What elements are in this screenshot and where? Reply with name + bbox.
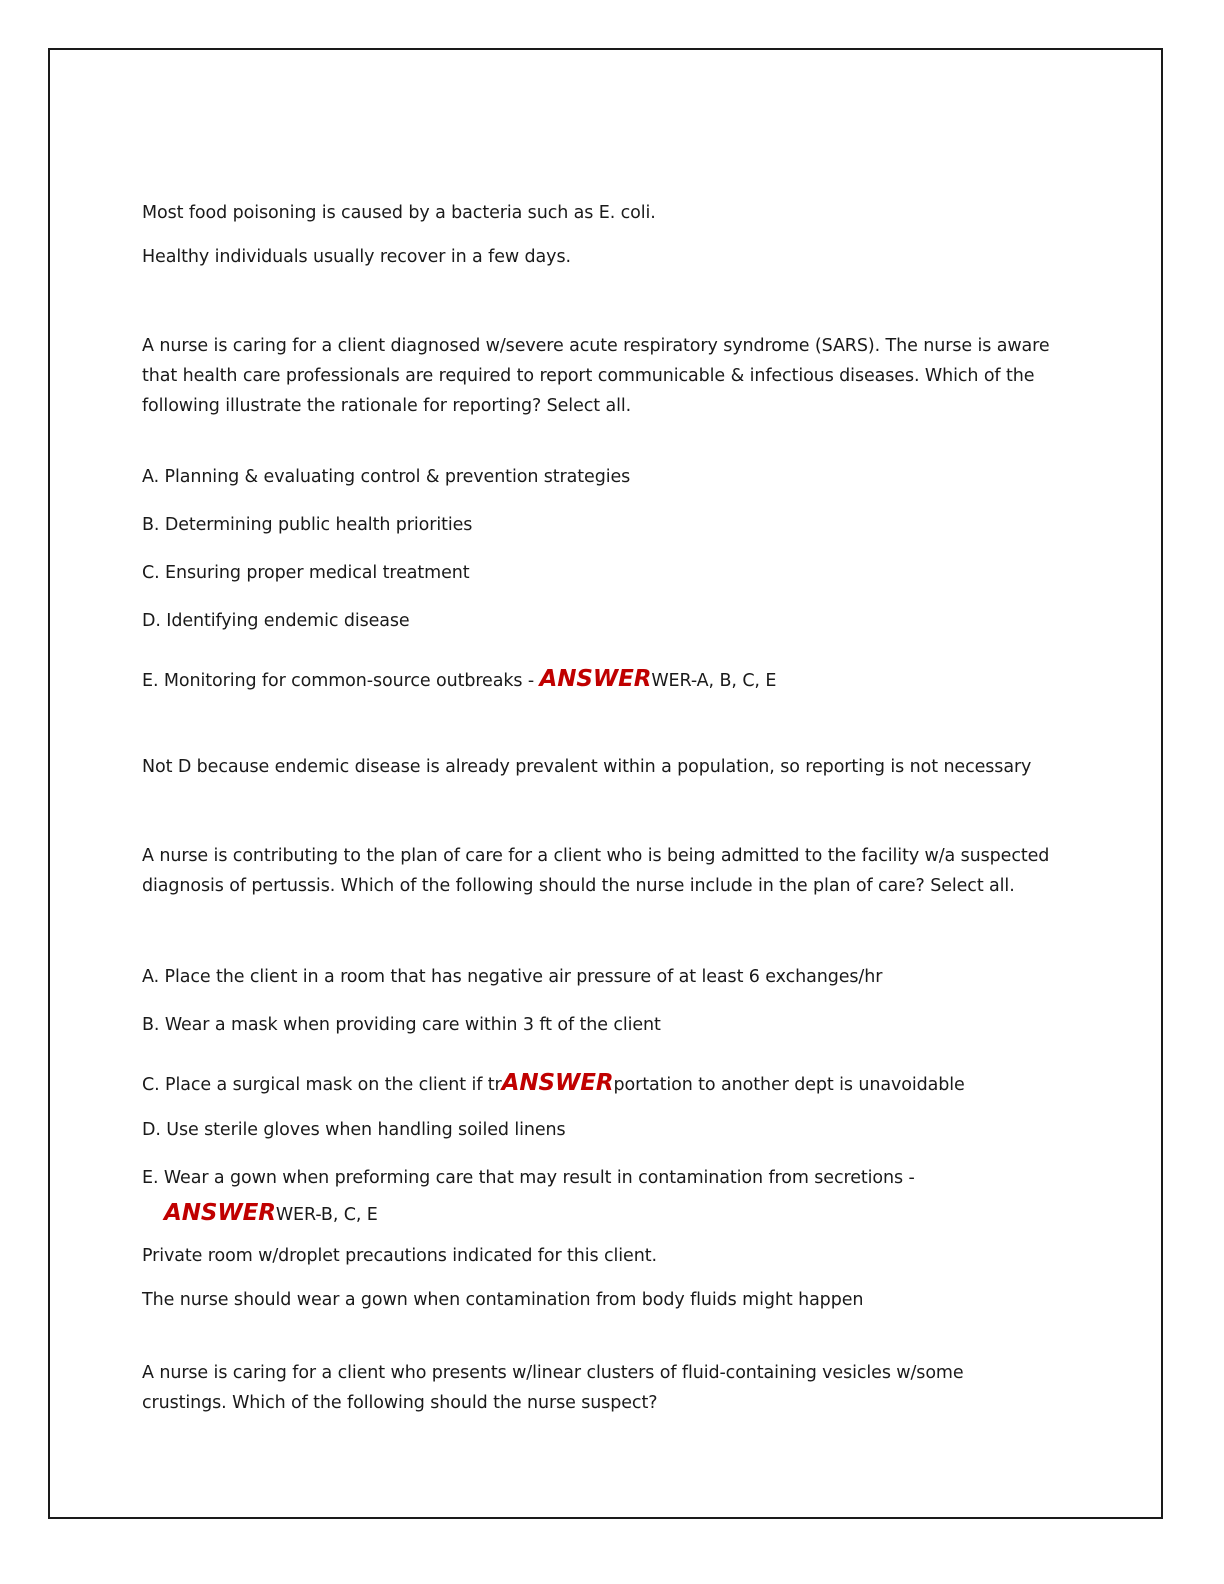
- q1-stem-line-3: following illustrate the rationale for reporting? Select all.: [142, 396, 632, 416]
- q2-answer: [164, 1198, 378, 1230]
- q2-option-e: E. Wear a gown when preforming care that may result in contamination from secretions -: [142, 1168, 915, 1188]
- q2-rationale-1: Private room w/droplet precautions indicated for this client.: [142, 1246, 657, 1266]
- q1-answer-value: WER-A, B, C, E: [651, 671, 777, 691]
- q2-answer-value: WER-B, C, E: [275, 1205, 378, 1225]
- q2-stem-line-2: diagnosis of pertussis. Which of the following should the nurse include in the plan of care? Select all.: [142, 876, 1015, 896]
- q1-answer-label: ANSWER: [539, 666, 652, 692]
- q2-option-c-answer-word: ANSWER: [501, 1070, 614, 1096]
- q2-rationale-2: The nurse should wear a gown when contamination from body fluids might happen: [142, 1290, 864, 1310]
- q2-option-c-post: portation to another dept is unavoidable: [613, 1075, 965, 1095]
- q1-option-a: A. Planning & evaluating control & prevention strategies: [142, 467, 631, 487]
- q3-stem-line-2: crustings. Which of the following should the nurse suspect?: [142, 1393, 658, 1413]
- q2-option-c-pre: C. Place a surgical mask on the client if tr: [142, 1075, 502, 1095]
- q1-option-e-text: E. Monitoring for common-source outbreaks -: [142, 671, 540, 691]
- q1-option-c: C. Ensuring proper medical treatment: [142, 563, 470, 583]
- q1-rationale: Not D because endemic disease is already prevalent within a population, so reporting is not necessary: [142, 757, 1032, 777]
- intro-line-2: Healthy individuals usually recover in a few days.: [142, 247, 571, 267]
- q1-option-d: D. Identifying endemic disease: [142, 611, 410, 631]
- q2-option-c: [142, 1068, 965, 1100]
- q1-option-b: B. Determining public health priorities: [142, 515, 473, 535]
- q1-option-e: [142, 664, 776, 696]
- q2-stem-line-1: A nurse is contributing to the plan of care for a client who is being admitted to the facility w/a suspected: [142, 846, 1050, 866]
- q3-stem-line-1: A nurse is caring for a client who presents w/linear clusters of fluid-containing vesicles w/some: [142, 1363, 964, 1383]
- q2-answer-label: ANSWER: [164, 1200, 276, 1226]
- intro-line-1: Most food poisoning is caused by a bacteria such as E. coli.: [142, 203, 656, 223]
- q2-option-a: A. Place the client in a room that has negative air pressure of at least 6 exchanges/hr: [142, 967, 883, 987]
- q1-stem-line-2: that health care professionals are required to report communicable & infectious diseases. Which of the: [142, 366, 1035, 386]
- q2-option-d: D. Use sterile gloves when handling soiled linens: [142, 1120, 566, 1140]
- q1-stem-line-1: A nurse is caring for a client diagnosed w/severe acute respiratory syndrome (SARS). The nurse is aware: [142, 336, 1050, 356]
- q2-option-b: B. Wear a mask when providing care within 3 ft of the client: [142, 1015, 661, 1035]
